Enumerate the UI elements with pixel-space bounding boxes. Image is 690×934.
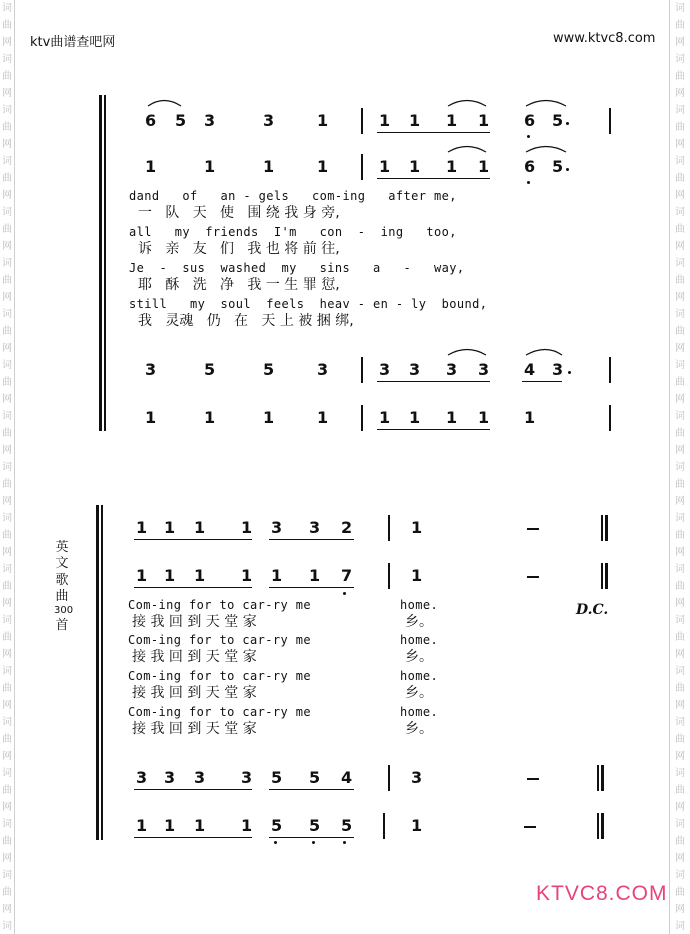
note: 3: [164, 768, 176, 787]
edge-watermark-char: 网: [2, 37, 12, 48]
edge-watermark-char: 词: [675, 258, 685, 269]
lyric-line-end: 乡。: [405, 614, 433, 630]
edge-watermark-char: 词: [675, 3, 685, 14]
edge-watermark-char: 曲: [675, 224, 685, 235]
note: 1: [194, 816, 206, 835]
edge-watermark-char: 词: [2, 411, 12, 422]
lyric-line-cn: 一 队 天 使 围 绕 我 身 旁,: [138, 205, 340, 221]
note: 2: [341, 518, 353, 537]
augmentation-dot: [568, 371, 571, 374]
barline: [361, 405, 363, 431]
edge-watermark-char: 词: [675, 768, 685, 779]
barline: [388, 515, 390, 541]
barline: [361, 357, 363, 383]
beam: [269, 837, 354, 838]
edge-watermark-char: 网: [675, 598, 685, 609]
edge-watermark-char: 曲: [675, 683, 685, 694]
lyric-line-cn: 我 灵魂 仍 在 天 上 被 捆 绑,: [138, 313, 354, 329]
edge-watermark-char: 曲: [675, 275, 685, 286]
barline: [361, 154, 363, 180]
edge-watermark-char: 词: [675, 513, 685, 524]
edge-watermark-char: 网: [675, 496, 685, 507]
edge-watermark-char: 网: [2, 394, 12, 405]
note: 1: [446, 408, 458, 427]
lyric-line-end: 乡。: [405, 649, 433, 665]
low-octave-dot: [527, 135, 530, 138]
slur: [448, 350, 486, 356]
note: 1: [204, 157, 216, 176]
edge-watermark-char: 网: [2, 853, 12, 864]
edge-watermark-char: 网: [675, 751, 685, 762]
edge-watermark-char: 网: [675, 292, 685, 303]
final-barline: [601, 765, 604, 791]
final-barline: [605, 515, 608, 541]
note: 1: [164, 816, 176, 835]
note: 5: [263, 360, 275, 379]
lyric-line-cn: 诉 亲 友 们 我 也 将 前 往,: [138, 241, 340, 257]
edge-watermark-char: 网: [675, 547, 685, 558]
low-octave-dot: [312, 841, 315, 844]
note: 1: [194, 566, 206, 585]
edge-watermark-char: 词: [2, 513, 12, 524]
note: 1: [379, 157, 391, 176]
beam: [377, 429, 490, 430]
note: 3: [136, 768, 148, 787]
edge-watermark-char: 词: [2, 564, 12, 575]
note: 1: [309, 566, 321, 585]
beam: [134, 789, 252, 790]
edge-watermark-char: 网: [2, 496, 12, 507]
side-title: 英 文 歌 曲 300 首: [54, 540, 74, 633]
note: 1: [317, 157, 329, 176]
dash: [527, 528, 539, 530]
low-octave-dot: [274, 841, 277, 844]
note: 1: [204, 408, 216, 427]
edge-watermark-char: 网: [2, 700, 12, 711]
edge-watermark-char: 网: [2, 88, 12, 99]
edge-watermark-char: 词: [675, 105, 685, 116]
edge-watermark-char: 网: [2, 649, 12, 660]
edge-watermark-char: 曲: [2, 785, 12, 796]
barline: [383, 813, 385, 839]
low-octave-dot: [343, 841, 346, 844]
barline: [601, 563, 603, 589]
edge-watermark-char: 词: [2, 615, 12, 626]
edge-watermark-char: 词: [2, 462, 12, 473]
edge-watermark-char: 词: [2, 258, 12, 269]
lyric-line-cn: 接 我 回 到 天 堂 家: [132, 721, 257, 737]
edge-watermark-char: 曲: [675, 785, 685, 796]
note: 1: [478, 408, 490, 427]
edge-watermark-char: 曲: [2, 71, 12, 82]
edge-watermark-char: 曲: [2, 632, 12, 643]
slur: [526, 147, 566, 153]
lyric-line-end: 乡。: [405, 685, 433, 701]
edge-watermark-char: 曲: [2, 836, 12, 847]
note: 1: [145, 408, 157, 427]
edge-watermark-char: 词: [2, 819, 12, 830]
note: 1: [524, 408, 536, 427]
lyric-line-cn: 接 我 回 到 天 堂 家: [132, 685, 257, 701]
low-octave-dot: [343, 592, 346, 595]
edge-watermark-char: 词: [2, 870, 12, 881]
note: 3: [446, 360, 458, 379]
edge-watermark-char: 词: [2, 666, 12, 677]
edge-watermark-char: 词: [2, 54, 12, 65]
edge-watermark-char: 曲: [2, 734, 12, 745]
edge-watermark-char: 网: [2, 598, 12, 609]
edge-watermark-char: 网: [2, 139, 12, 150]
edge-watermark-char: 曲: [2, 173, 12, 184]
note: 1: [164, 518, 176, 537]
beam: [377, 178, 490, 179]
dash: [524, 826, 536, 828]
edge-watermark-char: 曲: [2, 887, 12, 898]
lyric-line-en: Com-ing for to car-ry me: [128, 705, 311, 719]
edge-watermark-char: 网: [675, 445, 685, 456]
note: 3: [145, 360, 157, 379]
note: 3: [241, 768, 253, 787]
lyric-line-en: Com-ing for to car-ry me: [128, 633, 311, 647]
lyric-line-en: still my soul feels heav - en - ly bound,: [129, 297, 488, 311]
edge-watermark-char: 曲: [2, 581, 12, 592]
note: 1: [411, 566, 423, 585]
barline: [361, 108, 363, 134]
note: 1: [409, 408, 421, 427]
note: 3: [411, 768, 423, 787]
note: 3: [552, 360, 564, 379]
note: 1: [478, 157, 490, 176]
note: 7: [341, 566, 353, 585]
note: 3: [204, 111, 216, 130]
edge-watermark-char: 词: [675, 921, 685, 932]
note: 1: [136, 816, 148, 835]
slur: [526, 350, 562, 356]
slur: [148, 101, 181, 107]
augmentation-dot: [566, 168, 569, 171]
note: 3: [309, 518, 321, 537]
note: 1: [145, 157, 157, 176]
lyric-line-end: home.: [400, 598, 439, 612]
final-barline: [605, 563, 608, 589]
edge-watermark-char: 曲: [675, 632, 685, 643]
edge-watermark-char: 网: [2, 802, 12, 813]
edge-watermark-char: 曲: [2, 20, 12, 31]
edge-watermark-char: 词: [675, 666, 685, 677]
edge-watermark-char: 词: [675, 207, 685, 218]
note: 3: [409, 360, 421, 379]
lyric-line-end: home.: [400, 669, 439, 683]
edge-watermark-char: 网: [675, 904, 685, 915]
lyric-line-en: all my friends I'm con - ing too,: [129, 225, 457, 239]
system-bracket-line: [101, 505, 103, 840]
beam: [134, 587, 252, 588]
barline: [597, 765, 599, 791]
note: 5: [204, 360, 216, 379]
edge-watermark-char: 曲: [2, 377, 12, 388]
beam: [134, 837, 252, 838]
note: 1: [446, 157, 458, 176]
lyric-line-cn: 耶 酥 洗 净 我 一 生 罪 愆,: [138, 277, 340, 293]
note: 6: [524, 111, 536, 130]
note: 1: [411, 816, 423, 835]
note: 3: [317, 360, 329, 379]
lyric-line-end: 乡。: [405, 721, 433, 737]
edge-watermark-char: 网: [2, 241, 12, 252]
note: 3: [194, 768, 206, 787]
edge-watermark-char: 网: [675, 343, 685, 354]
barline: [609, 108, 611, 134]
edge-watermark-char: 网: [2, 445, 12, 456]
dash: [527, 778, 539, 780]
edge-watermark-char: 词: [675, 819, 685, 830]
beam: [522, 381, 562, 382]
edge-watermark-char: 曲: [2, 479, 12, 490]
site-url-right: www.ktvc8.com: [553, 31, 656, 46]
lyric-line-en: Com-ing for to car-ry me: [128, 598, 311, 612]
edge-watermark-char: 曲: [2, 224, 12, 235]
edge-watermark-char: 网: [675, 190, 685, 201]
edge-watermark-char: 网: [2, 547, 12, 558]
slur: [526, 101, 566, 107]
slur: [448, 101, 486, 107]
edge-watermark-char: 曲: [675, 887, 685, 898]
edge-watermark-char: 曲: [2, 122, 12, 133]
note: 6: [524, 157, 536, 176]
note: 3: [263, 111, 275, 130]
note: 1: [263, 408, 275, 427]
beam: [134, 539, 252, 540]
edge-watermark-char: 曲: [675, 122, 685, 133]
note: 1: [263, 157, 275, 176]
edge-watermark-char: 词: [2, 921, 12, 932]
system-brace: [99, 95, 102, 431]
barline: [609, 405, 611, 431]
note: 1: [241, 566, 253, 585]
site-name-left: ktv曲谱查吧网: [30, 35, 116, 50]
edge-watermark-char: 曲: [675, 173, 685, 184]
note: 1: [136, 518, 148, 537]
note: 1: [194, 518, 206, 537]
note: 5: [271, 768, 283, 787]
edge-watermark-char: 词: [675, 360, 685, 371]
edge-watermark-char: 曲: [2, 275, 12, 286]
edge-watermark-char: 网: [675, 802, 685, 813]
edge-watermark-char: 曲: [675, 581, 685, 592]
barline: [388, 563, 390, 589]
edge-watermark-char: 网: [675, 394, 685, 405]
edge-watermark-char: 词: [675, 411, 685, 422]
note: 5: [552, 111, 564, 130]
barline: [597, 813, 599, 839]
edge-watermark-char: 网: [2, 292, 12, 303]
edge-watermark-char: 词: [2, 717, 12, 728]
edge-watermark-char: 词: [675, 462, 685, 473]
lyric-line-en: Com-ing for to car-ry me: [128, 669, 311, 683]
edge-watermark-char: 曲: [2, 530, 12, 541]
note: 1: [411, 518, 423, 537]
edge-watermark-char: 词: [2, 3, 12, 14]
edge-watermark-char: 网: [2, 343, 12, 354]
left-edge-line: [14, 0, 15, 934]
edge-watermark-char: 曲: [675, 428, 685, 439]
edge-watermark-char: 网: [675, 700, 685, 711]
site-logo: KTVC8.COM: [536, 882, 668, 905]
edge-watermark-char: 曲: [675, 530, 685, 541]
final-barline: [601, 813, 604, 839]
note: 1: [164, 566, 176, 585]
edge-watermark-char: 词: [675, 156, 685, 167]
edge-watermark-char: 曲: [675, 479, 685, 490]
edge-watermark-char: 曲: [675, 326, 685, 337]
note: 1: [409, 157, 421, 176]
edge-watermark-char: 词: [675, 54, 685, 65]
note: 5: [271, 816, 283, 835]
edge-watermark-char: 曲: [2, 428, 12, 439]
note: 1: [317, 408, 329, 427]
edge-watermark-char: 词: [2, 207, 12, 218]
note: 3: [271, 518, 283, 537]
edge-watermark-char: 词: [2, 156, 12, 167]
da-capo-mark: D.C.: [576, 602, 609, 618]
slur: [448, 147, 486, 153]
beam: [269, 539, 354, 540]
edge-watermark-char: 网: [2, 190, 12, 201]
right-edge-line: [669, 0, 670, 934]
augmentation-dot: [566, 122, 569, 125]
edge-watermark-char: 词: [2, 360, 12, 371]
system-bracket-line: [104, 95, 106, 431]
edge-watermark-char: 词: [675, 309, 685, 320]
note: 1: [379, 408, 391, 427]
note: 1: [271, 566, 283, 585]
edge-watermark-char: 网: [675, 37, 685, 48]
edge-watermark-char: 曲: [675, 71, 685, 82]
note: 1: [478, 111, 490, 130]
edge-watermark-char: 曲: [675, 836, 685, 847]
lyric-line-cn: 接 我 回 到 天 堂 家: [132, 614, 257, 630]
note: 1: [136, 566, 148, 585]
edge-watermark-char: 曲: [675, 734, 685, 745]
note: 1: [241, 518, 253, 537]
edge-watermark-char: 网: [675, 649, 685, 660]
note: 3: [478, 360, 490, 379]
dash: [527, 576, 539, 578]
edge-watermark-char: 词: [2, 105, 12, 116]
note: 1: [409, 111, 421, 130]
note: 4: [341, 768, 353, 787]
edge-watermark-char: 曲: [675, 20, 685, 31]
edge-watermark-char: 网: [675, 88, 685, 99]
edge-watermark-char: 词: [2, 309, 12, 320]
lyric-line-end: home.: [400, 705, 439, 719]
edge-watermark-char: 词: [675, 615, 685, 626]
edge-watermark-char: 曲: [2, 326, 12, 337]
edge-watermark-char: 词: [675, 717, 685, 728]
lyric-line-en: dand of an - gels com-ing after me,: [129, 189, 457, 203]
beam: [377, 132, 490, 133]
note: 5: [309, 768, 321, 787]
edge-watermark-char: 词: [675, 870, 685, 881]
lyric-line-en: Je - sus washed my sins a - way,: [129, 261, 465, 275]
edge-watermark-char: 词: [675, 564, 685, 575]
note: 1: [317, 111, 329, 130]
note: 5: [175, 111, 187, 130]
lyric-line-cn: 接 我 回 到 天 堂 家: [132, 649, 257, 665]
beam: [269, 789, 354, 790]
edge-watermark-char: 网: [2, 904, 12, 915]
note: 5: [309, 816, 321, 835]
system-brace: [96, 505, 99, 840]
note: 1: [241, 816, 253, 835]
edge-watermark-char: 曲: [675, 377, 685, 388]
note: 6: [145, 111, 157, 130]
lyric-line-end: home.: [400, 633, 439, 647]
edge-watermark-char: 网: [675, 241, 685, 252]
beam: [269, 587, 354, 588]
note: 5: [341, 816, 353, 835]
note: 5: [552, 157, 564, 176]
barline: [601, 515, 603, 541]
beam: [377, 381, 490, 382]
edge-watermark-char: 网: [675, 139, 685, 150]
barline: [609, 357, 611, 383]
note: 1: [379, 111, 391, 130]
edge-watermark-char: 网: [675, 853, 685, 864]
note: 1: [446, 111, 458, 130]
barline: [388, 765, 390, 791]
low-octave-dot: [527, 181, 530, 184]
edge-watermark-char: 网: [2, 751, 12, 762]
note: 3: [379, 360, 391, 379]
note: 4: [524, 360, 536, 379]
edge-watermark-char: 词: [2, 768, 12, 779]
edge-watermark-char: 曲: [2, 683, 12, 694]
